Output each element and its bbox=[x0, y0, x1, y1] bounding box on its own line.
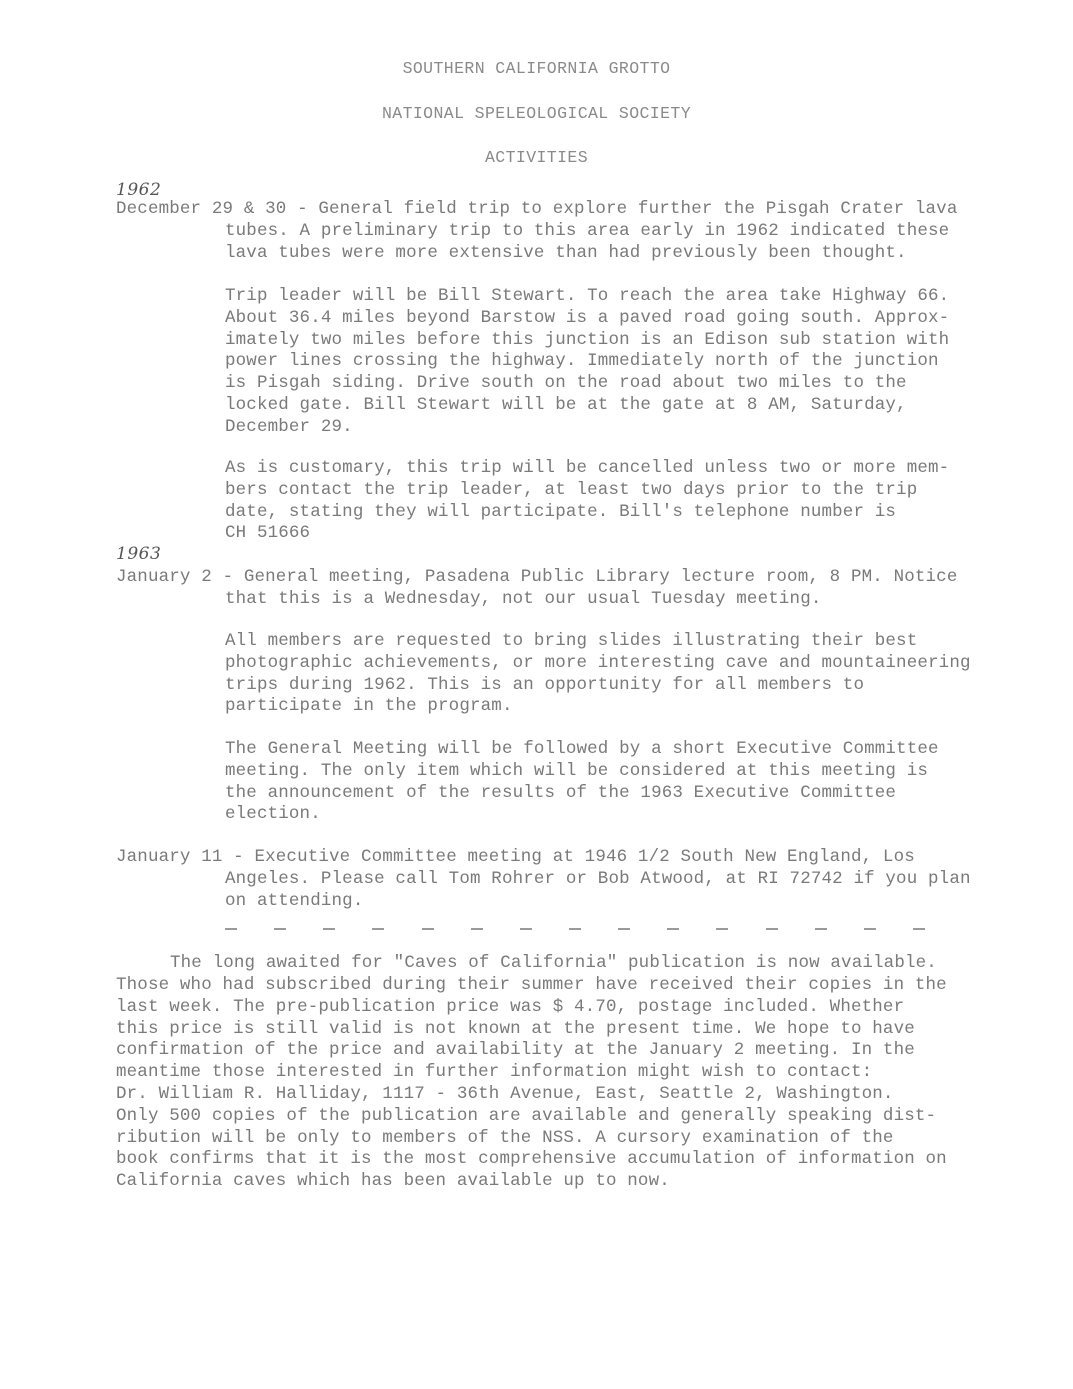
text-line: January 11 - Executive Committee meeting at 1946 1/2 South New England, Los bbox=[116, 847, 915, 867]
divider-dash bbox=[618, 928, 630, 930]
section-divider bbox=[225, 926, 925, 932]
text-line: Those who had subscribed during their summer have received their copies in the bbox=[116, 975, 947, 995]
divider-dash bbox=[471, 928, 483, 930]
text-line: The long awaited for "Caves of California" publication is now available. bbox=[170, 953, 937, 973]
text-line: imately two miles before this junction is an Edison sub station with bbox=[225, 329, 950, 350]
text-line: election. bbox=[225, 804, 321, 825]
divider-dash bbox=[766, 928, 778, 930]
divider-dash bbox=[716, 928, 728, 930]
text-line: All members are requested to bring slides illustrating their best bbox=[225, 631, 918, 651]
text-line: book confirms that it is the most comprehensive accumulation of information on bbox=[116, 1149, 947, 1170]
society-title: NATIONAL SPELEOLOGICAL SOCIETY bbox=[381, 104, 692, 123]
year-note-1962: 1962 bbox=[116, 180, 162, 200]
text-line: confirmation of the price and availability at the January 2 meeting. In the bbox=[116, 1040, 915, 1061]
text-line: locked gate. Bill Stewart will be at the gate at 8 AM, Saturday, bbox=[225, 394, 907, 415]
divider-dash bbox=[864, 928, 876, 930]
text-line: bers contact the trip leader, at least two days prior to the trip bbox=[225, 479, 918, 500]
january-11-entry-continuation bbox=[225, 869, 971, 913]
divider-dash bbox=[815, 928, 827, 930]
text-line: that this is a Wednesday, not our usual Tuesday meeting. bbox=[225, 589, 822, 609]
text-line: ribution will be only to members of the NSS. A cursory examination of the bbox=[116, 1127, 894, 1148]
divider-dash bbox=[372, 928, 384, 930]
text-line: trips during 1962. This is an opportunity for all members to bbox=[225, 674, 865, 695]
text-line: The General Meeting will be followed by a short Executive Committee bbox=[225, 739, 939, 759]
text-line: Dr. William R. Halliday, 1117 - 36th Avenue, East, Seattle 2, Washington. bbox=[116, 1083, 894, 1104]
text-line: last week. The pre-publication price was $ 4.70, postage included. Whether bbox=[116, 996, 905, 1017]
text-line: December 29 & 30 - General field trip to explore further the Pisgah Crater lava bbox=[116, 199, 958, 219]
text-line: Trip leader will be Bill Stewart. To reach the area take Highway 66. bbox=[225, 286, 950, 306]
text-line: tubes. A preliminary trip to this area early in 1962 indicated these bbox=[225, 221, 950, 241]
divider-dash bbox=[913, 928, 925, 930]
divider-dash bbox=[225, 928, 237, 930]
text-line: photographic achievements, or more interesting cave and mountaineering bbox=[225, 652, 971, 673]
december-directions-paragraph bbox=[225, 286, 949, 439]
january-2-executive-paragraph bbox=[225, 739, 939, 826]
text-line: on attending. bbox=[225, 890, 364, 911]
december-entry-continuation bbox=[225, 221, 949, 265]
january-2-slides-paragraph bbox=[225, 631, 971, 718]
text-line: December 29. bbox=[225, 416, 353, 437]
divider-dash bbox=[323, 928, 335, 930]
divider-dash bbox=[569, 928, 581, 930]
text-line: the announcement of the results of the 1963 Executive Committee bbox=[225, 782, 897, 803]
january-2-entry-first-line bbox=[116, 567, 958, 589]
activities-title: ACTIVITIES bbox=[484, 148, 589, 167]
december-cancellation-paragraph bbox=[225, 458, 949, 545]
text-line: About 36.4 miles beyond Barstow is a paved road going south. Approx- bbox=[225, 307, 950, 328]
text-line: California caves which has been available up to now. bbox=[116, 1171, 670, 1192]
text-line: CH 51666 bbox=[225, 523, 311, 544]
december-entry-first-line bbox=[116, 199, 958, 221]
caves-publication-first-line bbox=[170, 953, 937, 975]
text-line: meeting. The only item which will be considered at this meeting is bbox=[225, 760, 929, 781]
year-note-1963: 1963 bbox=[116, 544, 162, 564]
text-line: Angeles. Please call Tom Rohrer or Bob Atwood, at RI 72742 if you plan bbox=[225, 869, 971, 889]
text-line: date, stating they will participate. Bill's telephone number is bbox=[225, 501, 897, 522]
january-2-entry-continuation bbox=[225, 589, 822, 611]
january-11-entry-first-line bbox=[116, 847, 915, 869]
text-line: As is customary, this trip will be cancelled unless two or more mem- bbox=[225, 458, 950, 478]
text-line: is Pisgah siding. Drive south on the road about two miles to the bbox=[225, 373, 907, 394]
divider-dash bbox=[274, 928, 286, 930]
caves-publication-paragraph bbox=[116, 975, 947, 1193]
text-line: this price is still valid is not known at the present time. We hope to have bbox=[116, 1018, 915, 1039]
divider-dash bbox=[422, 928, 434, 930]
text-line: meantime those interested in further information might wish to contact: bbox=[116, 1062, 873, 1083]
text-line: power lines crossing the highway. Immediately north of the junction bbox=[225, 351, 939, 372]
text-line: lava tubes were more extensive than had previously been thought. bbox=[225, 242, 907, 263]
grotto-title: SOUTHERN CALIFORNIA GROTTO bbox=[402, 59, 671, 78]
divider-dash bbox=[520, 928, 532, 930]
text-line: January 2 - General meeting, Pasadena Public Library lecture room, 8 PM. Notice bbox=[116, 567, 958, 587]
text-line: participate in the program. bbox=[225, 696, 513, 717]
text-line: Only 500 copies of the publication are available and generally speaking dist- bbox=[116, 1105, 937, 1126]
divider-dash bbox=[667, 928, 679, 930]
